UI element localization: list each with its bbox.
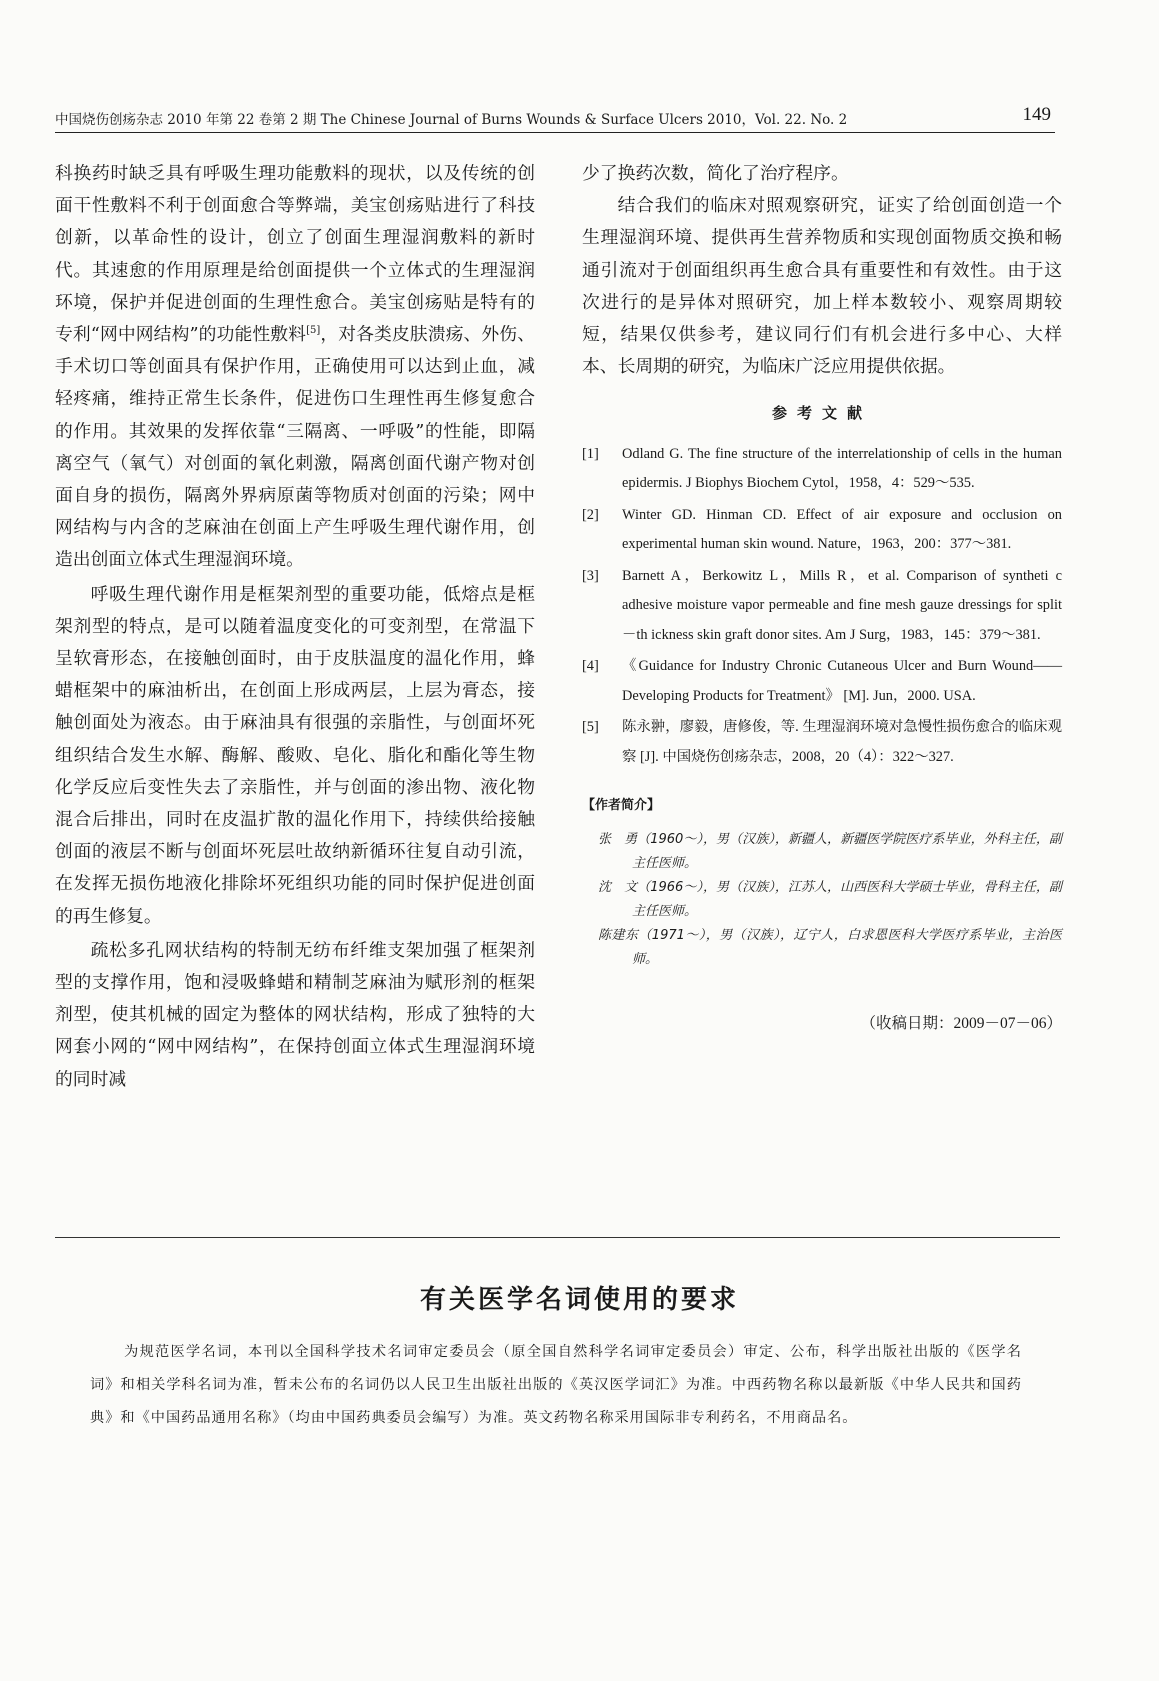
reference-item <box>582 562 1062 651</box>
reference-list <box>582 440 1062 773</box>
reference-item <box>582 713 1062 772</box>
page-number: 149 <box>1022 104 1051 125</box>
reference-text: Odland G. The fine structure of the interrelationship of cells in the human epidermis. J Biophys Biochem Cytol，1958，4：529～535. <box>622 445 1062 492</box>
paragraph-text: 科换药时缺乏具有呼吸生理功能敷料的现状，以及传统的创面干性敷料不利于创面愈合等弊端，美宝创疡贴进行了科技创新，以革命性的设计，创立了创面生理湿润敷料的新时代。其速愈的作用原理是给创面提供一个立体式的生理湿润环境，保护并促进创面的生理性愈合。美宝创疡贴是特有的专利“网中网结构”的功能性敷料 <box>55 163 535 346</box>
body-paragraph: 呼吸生理代谢作用是框架剂型的重要功能，低熔点是框架剂型的特点，是可以随着温度变化的可变剂型，在常温下呈软膏形态，在接触创面时，由于皮肤温度的温化作用，蜂蜡框架中的麻油析出，在创面上形成两层，上层为膏态，接触创面处为液态。由于麻油具有很强的亲脂性，与创面坏死组织结合发生水解、酶解、酸败、皂化、脂化和酯化等生物化学反应后变性失去了亲脂性，并与创面的渗出物、液化物混合后排出，同时在皮温扩散的温化作用下，持续供给接触创面的液层不断与创面坏死层吐故纳新循环往复自动引流，在发挥无损伤地液化排除坏死组织功能的同时保护促进创面的再生修复。 <box>55 583 535 927</box>
body-paragraph: 结合我们的临床对照观察研究，证实了给创面创造一个生理湿润环境、提供再生营养物质和实现创面物质交换和畅通引流对于创面组织再生愈合具有重要性和有效性。由于这次进行的是异体对照研究，加上样本数较小、观察周期较短，结果仅供参考，建议同行们有机会进行多中心、大样本、长周期的研究，为临床广泛应用提供依据。 <box>582 195 1062 378</box>
reference-text: Barnett A，Berkowitz L，Mills R，et al. Comparison of syntheti c adhesive moisture vapor permeable and fine mesh gauze dressings for split－th ickness skin graft donor sites. Am J Surg，1983，145：379～381. <box>622 567 1062 643</box>
paragraph-text: ，对各类皮肤溃疡、外伤、手术切口等创面具有保护作用，正确使用可以达到止血，减轻疼痛，维持正常生长条件，促进伤口生理性再生修复愈合的作用。其效果的发挥依靠“三隔离、一呼吸”的性能，即隔离空气（氧气）对创面的氧化刺激，隔离创面代谢产物对创面自身的损伤，隔离外界病原菌等物质对创面的污染；网中网结构与内含的芝麻油在创面上产生呼吸生理代谢作用，创造出创面立体式生理湿润环境。 <box>55 324 535 571</box>
reference-item <box>582 652 1062 711</box>
reference-item <box>582 501 1062 560</box>
journal-citation: 中国烧伤创疡杂志 2010 年第 22 卷第 2 期 The Chinese Journal of Burns Wounds & Surface Ulcers 2010，Vol. 22. No. 2 <box>55 112 848 128</box>
citation-superscript: [5] <box>306 325 321 337</box>
reference-text: 《Guidance for Industry Chronic Cutaneous Ulcer and Burn Wound——Developing Products for Treatment》 [M]. Jun，2000. USA. <box>622 658 1062 704</box>
body-paragraph: 少了换药次数，简化了治疗程序。 <box>582 163 849 184</box>
notice-title: 有关医学名词使用的要求 <box>419 1285 739 1315</box>
reference-number: [1] <box>582 445 599 462</box>
reference-number: [3] <box>582 567 599 584</box>
notice-body: 为规范医学名词，本刊以全国科学技术名词审定委员会（原全国自然科学名词审定委员会）审定、公布，科学出版社出版的《医学名词》和相关学科名词为准，暂未公布的名词仍以人民卫生出版社出版的《英汉医学词汇》为准。中西药物名称以最新版《中华人民共和国药典》和《中国药品通用名称》（均由中国药典委员会编写）为准。英文药物名称采用国际非专利药名，不用商品名。 <box>90 1344 1022 1426</box>
reference-text: 陈永翀，廖毅，唐修俊，等. 生理湿润环境对急慢性损伤愈合的临床观察 [J]. 中国烧伤创疡杂志，2008，20（4）：322～327. <box>622 719 1062 765</box>
author-entry: 沈 文（1966～），男（汉族），江苏人，山西医科大学硕士毕业，骨科主任，副主任医师。 <box>598 880 1062 920</box>
reference-item <box>582 440 1062 499</box>
section-divider <box>55 1237 1060 1238</box>
references-heading: 参考文献 <box>771 404 872 423</box>
left-column <box>55 158 535 1096</box>
author-introduction <box>582 790 1062 972</box>
reference-number: [4] <box>582 658 599 675</box>
body-paragraph <box>55 158 535 577</box>
author-intro-heading: 【作者简介】 <box>582 798 661 814</box>
reference-number: [5] <box>582 719 599 736</box>
received-date: （收稿日期：2009－07－06） <box>860 1015 1062 1033</box>
author-entry: 张 勇（1960～），男（汉族），新疆人，新疆医学院医疗系毕业，外科主任，副主任医师。 <box>598 832 1062 872</box>
right-column <box>582 158 1062 1041</box>
body-paragraph: 疏松多孔网状结构的特制无纺布纤维支架加强了框架剂型的支撑作用，饱和浸吸蜂蜡和精制芝麻油为赋形剂的框架剂型，使其机械的固定为整体的网状结构，形成了独特的大网套小网的“网中网结构”，在保持创面立体式生理湿润环境的同时减 <box>55 939 535 1090</box>
running-header <box>55 108 1055 133</box>
author-entry: 陈建东（1971～），男（汉族），辽宁人，白求恩医科大学医疗系毕业，主治医师。 <box>598 928 1062 968</box>
reference-text: Winter GD. Hinman CD. Effect of air exposure and occlusion on experimental human skin wound. Nature，1963，200：377～381. <box>622 506 1062 553</box>
reference-number: [2] <box>582 506 599 523</box>
